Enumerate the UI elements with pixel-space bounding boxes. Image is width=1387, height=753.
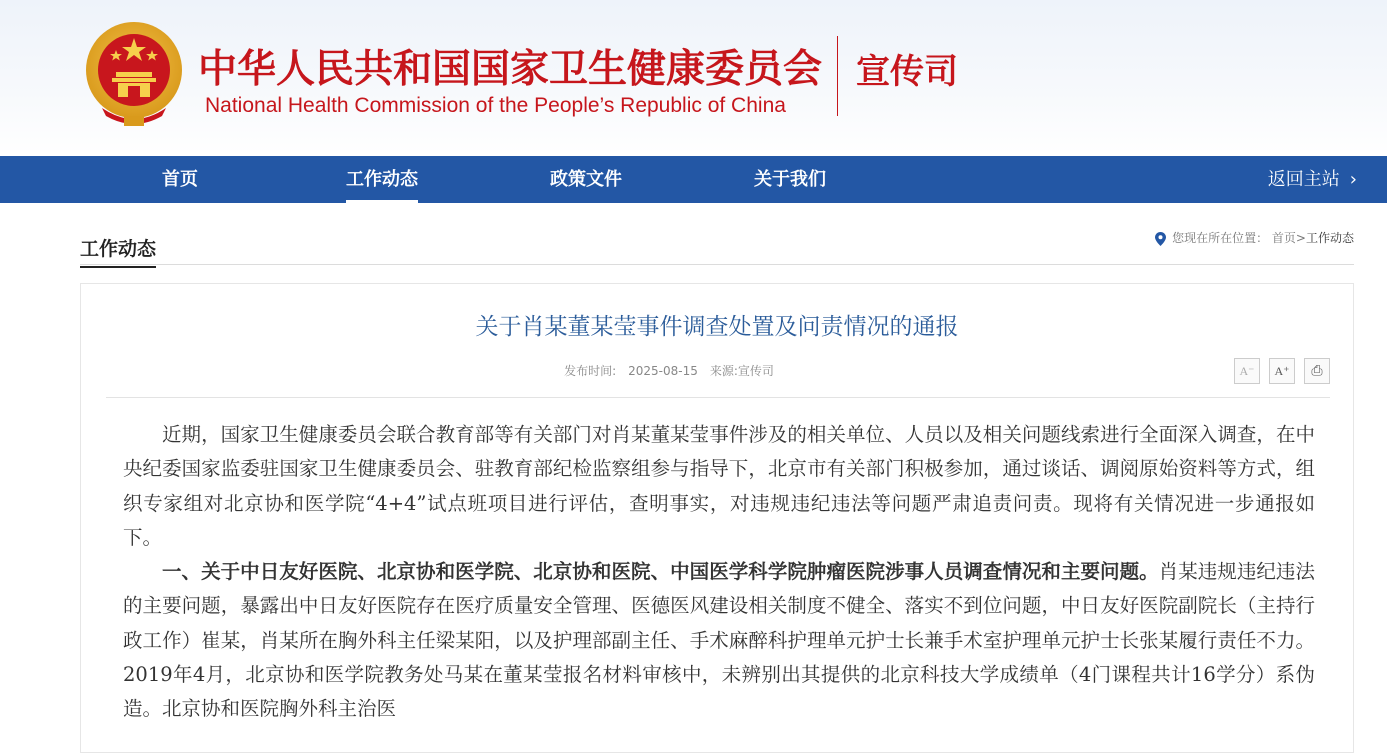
org-name-en: National Health Commission of the People’s Republic of China [205, 94, 786, 117]
nav-item-about[interactable]: 关于我们 [754, 169, 826, 190]
print-icon[interactable]: ⎙ [1304, 358, 1330, 384]
paragraph-text: 肖某违规违纪违法的主要问题，暴露出中日友好医院存在医疗质量安全管理、医德医风建设相关制度不健全、落实不到位问题，中日友好医院副院长（主持行政工作）崔某，肖某所在胸外科主任梁某阳，以及护理部副主任、手术麻醉科护理单元护士长兼手术室护理单元护士长张某履行责任不力。2019年4月，北京协和医学院教务处马某在董某莹报名材料审核中，未辨别出其提供的北京科技大学成绩单（4门课程共计16学分）系伪造。北京协和医院胸外科主治医 [123, 560, 1315, 721]
article-paragraph: 近期，国家卫生健康委员会联合教育部等有关部门对肖某董某莹事件涉及的相关单位、人员以及相关问题线索进行全面深入调查，在中央纪委国家监委驻国家卫生健康委员会、驻教育部纪检监察组参与指导下，北京市有关部门积极参加，通过谈话、调阅原始资料等方式，组织专家组对北京协和医学院“4+4”试点班项目进行评估，查明事实，对违规违纪违法等问题严肃追责问责。现将有关情况进一步通报如下。 [123, 423, 1315, 549]
font-increase-icon[interactable]: A⁺ [1269, 358, 1295, 384]
dept-name: 宣传司 [856, 52, 958, 92]
org-name-cn: 中华人民共和国国家卫生健康委员会 [198, 47, 823, 92]
chevron-right-icon: › [1349, 169, 1357, 190]
national-emblem-icon [84, 20, 184, 128]
section-divider [80, 264, 1354, 265]
publish-label: 发布时间: [564, 364, 617, 378]
nav-item-work-news[interactable]: 工作动态 [346, 156, 418, 203]
breadcrumb-current: 工作动态 [1305, 231, 1354, 245]
back-label: 返回主站 [1267, 169, 1340, 190]
back-to-main-site-link[interactable] [1268, 156, 1357, 203]
publish-date: 2025-08-15 [628, 364, 698, 378]
site-header [0, 0, 1387, 156]
article-source: 宣传司 [737, 364, 774, 378]
article-paragraph [123, 555, 1315, 726]
paragraph-heading: 一、关于中日友好医院、北京协和医学院、北京协和医院、中国医学科学院肿瘤医院涉事人员调查情况和主要问题。 [162, 560, 1159, 584]
source-label: 来源: [709, 364, 738, 378]
map-pin-icon [1155, 232, 1166, 246]
article-meta [0, 362, 1338, 379]
article-body [123, 418, 1315, 727]
location-label: 您现在所在位置： [1172, 231, 1269, 245]
article-title: 关于肖某董某莹事件调查处置及问责情况的通报 [475, 314, 959, 340]
breadcrumb [1155, 229, 1354, 246]
nav-item-home[interactable]: 首页 [162, 169, 198, 190]
breadcrumb-separator: > [1295, 231, 1306, 245]
nav-item-policy[interactable]: 政策文件 [550, 169, 622, 190]
section-title: 工作动态 [80, 234, 156, 268]
article-divider [106, 397, 1330, 398]
main-nav [0, 156, 1387, 203]
font-decrease-icon[interactable]: A⁻ [1234, 358, 1260, 384]
breadcrumb-home-link[interactable]: 首页 [1271, 231, 1296, 245]
header-divider [837, 36, 838, 116]
